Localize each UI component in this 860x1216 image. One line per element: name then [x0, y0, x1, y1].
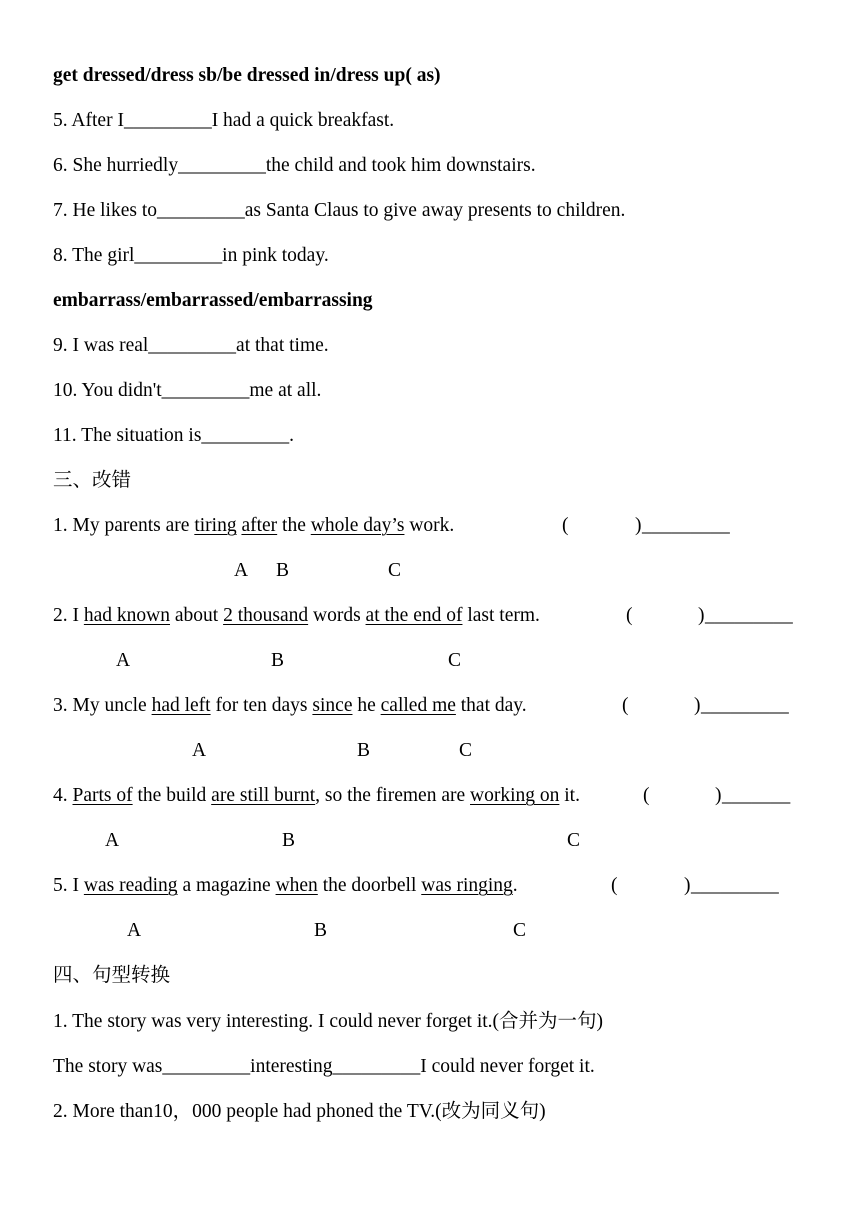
question-text: 9. I was real: [53, 335, 149, 356]
question-text: 8. The girl: [53, 245, 135, 266]
answer-paren-open: (: [622, 695, 629, 716]
option-c-segment: was ringing: [421, 875, 513, 896]
answer-paren-close[interactable]: ): [635, 515, 642, 536]
answer-paren-close[interactable]: ): [698, 605, 705, 626]
question-text: 6. She hurriedly: [53, 155, 179, 176]
option-letter-b: B: [282, 830, 296, 851]
option-c-segment: called me: [380, 695, 456, 716]
question-text: The story was: [53, 1056, 163, 1077]
error-item-4: 4. Parts of the build are still burnt, so the firemen are working on it.: [53, 785, 580, 806]
option-a-segment: tiring: [194, 515, 237, 536]
option-letter-c: C: [513, 920, 527, 941]
answer-paren-open: (: [611, 875, 618, 896]
answer-paren-open: (: [643, 785, 650, 806]
question-5: [53, 109, 394, 133]
option-letter-a: A: [127, 920, 142, 941]
section-heading-dress: get dressed/dress sb/be dressed in/dress up( as): [53, 65, 441, 86]
answer-blank[interactable]: _________: [332, 1056, 421, 1077]
correction-blank[interactable]: _________: [701, 695, 789, 716]
option-letter-a: A: [234, 560, 249, 581]
option-letter-c: C: [448, 650, 462, 671]
question-10: [53, 379, 321, 403]
correction-blank[interactable]: _________: [691, 875, 779, 896]
section-heading-embarrass: embarrass/embarrassed/embarrassing: [53, 290, 373, 311]
answer-blank[interactable]: _________: [156, 200, 245, 221]
option-letter-c: C: [567, 830, 581, 851]
section-heading-error-correction: 三、改错: [53, 470, 132, 491]
error-item-1: 1. My parents are tiring after the whole day’s work.: [53, 515, 455, 536]
transform-answer-1: [53, 1055, 595, 1079]
option-b-segment: are still burnt: [211, 785, 316, 806]
question-6: [53, 154, 536, 178]
option-c-segment: whole day’s: [310, 515, 405, 536]
answer-blank[interactable]: _________: [123, 110, 212, 131]
transform-question-2: 2. More than10，000 people had phoned the TV.(改为同义句): [53, 1101, 546, 1122]
question-text: 7. He likes to: [53, 200, 157, 221]
option-a-segment: was reading: [83, 875, 178, 896]
question-8: [53, 244, 329, 268]
question-text: .: [289, 425, 295, 446]
answer-blank[interactable]: _________: [134, 245, 223, 266]
transform-question-1: 1. The story was very interesting. I could never forget it.(合并为一句): [53, 1011, 604, 1032]
correction-blank[interactable]: _________: [642, 515, 730, 536]
question-text: interesting: [250, 1056, 333, 1077]
option-b-segment: 2 thousand: [223, 605, 309, 626]
question-text: 11. The situation is: [53, 425, 202, 446]
question-7: [53, 199, 625, 223]
question-text: 5. After I: [53, 110, 124, 131]
option-letter-b: B: [357, 740, 371, 761]
question-text: at that time.: [236, 335, 329, 356]
option-a-segment: Parts of: [72, 785, 133, 806]
question-text: as Santa Claus to give away presents to children.: [244, 200, 626, 221]
option-letter-a: A: [192, 740, 207, 761]
question-text: in pink today.: [222, 245, 329, 266]
correction-blank[interactable]: _______: [722, 785, 791, 806]
option-b-segment: since: [312, 695, 353, 716]
question-text: I had a quick breakfast.: [211, 110, 395, 131]
question-11: [53, 424, 294, 448]
answer-paren-close[interactable]: ): [694, 695, 701, 716]
option-letter-b: B: [271, 650, 285, 671]
option-a-segment: had known: [83, 605, 170, 626]
error-item-5: 5. I was reading a magazine when the doorbell was ringing.: [53, 875, 518, 896]
question-9: [53, 334, 329, 358]
question-text: 10. You didn't: [53, 380, 162, 401]
error-item-2: 2. I had known about 2 thousand words at the end of last term.: [53, 605, 540, 626]
question-text: me at all.: [249, 380, 322, 401]
option-letter-a: A: [116, 650, 131, 671]
option-letter-a: A: [105, 830, 120, 851]
option-c-segment: working on: [470, 785, 560, 806]
question-text: I could never forget it.: [420, 1056, 595, 1077]
answer-blank[interactable]: _________: [162, 1056, 251, 1077]
option-letter-b: B: [276, 560, 290, 581]
option-b-segment: when: [275, 875, 318, 896]
option-letter-c: C: [388, 560, 402, 581]
error-item-3: 3. My uncle had left for ten days since he called me that day.: [53, 695, 527, 716]
answer-blank[interactable]: _________: [178, 155, 266, 176]
option-b-segment: after: [241, 515, 278, 536]
answer-blank[interactable]: _________: [201, 425, 290, 446]
section-heading-sentence-transform: 四、句型转换: [53, 965, 171, 986]
option-letter-b: B: [314, 920, 328, 941]
correction-blank[interactable]: _________: [705, 605, 793, 626]
answer-blank[interactable]: _________: [148, 335, 237, 356]
answer-paren-close[interactable]: ): [684, 875, 691, 896]
answer-paren-close[interactable]: ): [715, 785, 722, 806]
answer-paren-open: (: [626, 605, 633, 626]
option-a-segment: had left: [151, 695, 211, 716]
answer-blank[interactable]: _________: [161, 380, 250, 401]
option-c-segment: at the end of: [365, 605, 463, 626]
option-letter-c: C: [459, 740, 473, 761]
answer-paren-open: (: [562, 515, 569, 536]
question-text: the child and took him downstairs.: [265, 155, 536, 176]
